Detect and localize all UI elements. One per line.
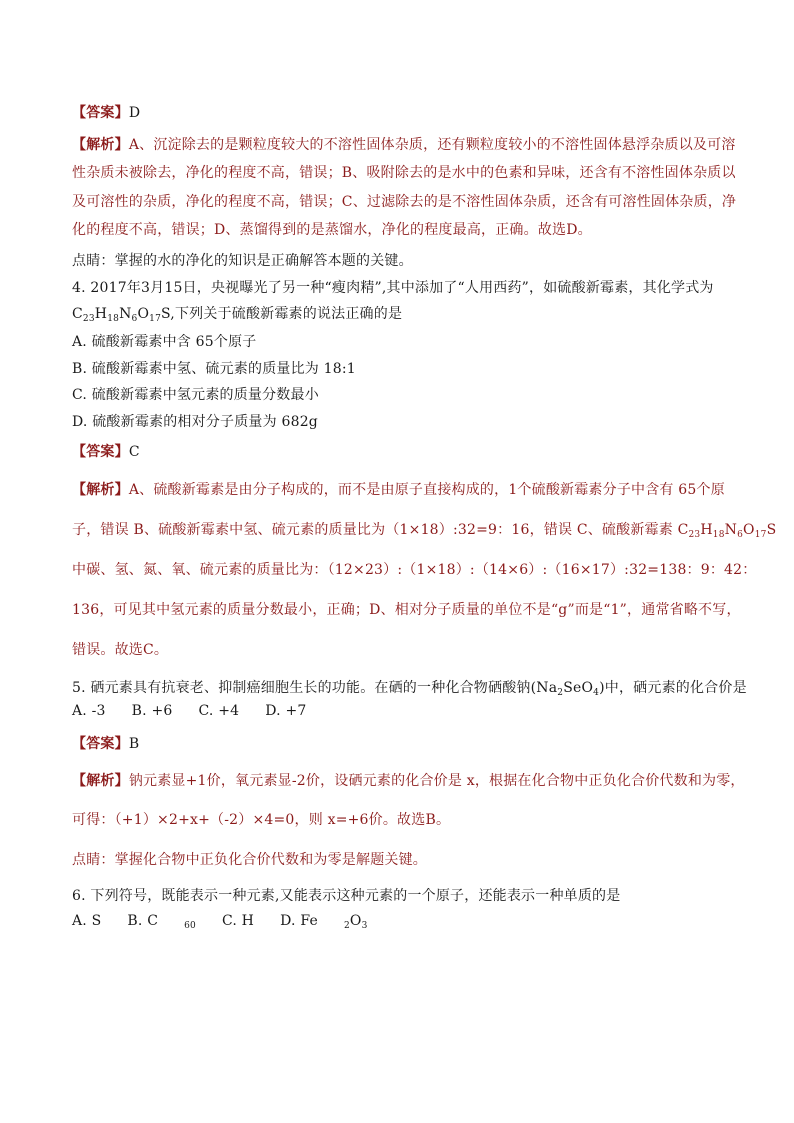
q5-option-b: B. +6	[131, 703, 173, 719]
q6-options	[72, 913, 394, 929]
q5-analysis-line-2: 可得：（+1）×2+x+（-2）×4=0，则 x=+6价。故选B。	[72, 812, 451, 828]
q3-answer	[72, 102, 140, 122]
q5-option-a: A. -3	[72, 703, 106, 719]
q6-option-a: A. S	[72, 913, 102, 929]
answer-label: 【答案】	[72, 444, 129, 460]
analysis-label: 【解析】	[72, 773, 129, 789]
analysis-label: 【解析】	[72, 137, 129, 153]
q3-analysis-line-4: 化的程度不高，错误；D、蒸馏得到的是蒸馏水，净化的程度最高，正确。故选D。	[72, 222, 592, 238]
q4-analysis-line-4: 136，可见其中氢元素的质量分数最小，正确；D、相对分子质量的单位不是“g”而是“1”，通常省略不写，	[72, 602, 741, 618]
answer-value: B	[128, 736, 140, 752]
q4-analysis-line-1: 【解析】A、硫酸新霉素是由分子构成的，而不是由原子直接构成的，1个硫酸新霉素分子中含有 65个原	[72, 482, 725, 498]
q4-option-d: D. 硫酸新霉素的相对分子质量为 682g	[72, 414, 318, 430]
q6-option-b: B. C $_{60}$	[127, 913, 196, 931]
q4-analysis-line-2: 子，错误 B、硫酸新霉素中氢、硫元素的质量比为（1×18）:32=9：16，错误 C、硫酸新霉素 $C_{23}H_{18}N_6O_{17}S$	[72, 522, 777, 540]
q3-analysis-line-2: 性杂质未被除去，净化的程度不高，错误；B、吸附除去的是水中的色素和异味，还含有不溶性固体杂质以	[72, 165, 736, 181]
q4-analysis-line-3: 中碳、氢、氮、氧、硫元素的质量比为：（12×23）:（1×18）:（14×6）:（16×17）:32=138：9：42：	[72, 562, 757, 578]
q5-option-d: D. +7	[265, 703, 307, 719]
q4-stem-line-2: $C_{23}H_{18}N_6O_{17}S$,下列关于硫酸新霉素的说法正确的是	[72, 306, 403, 324]
analysis-label: 【解析】	[72, 482, 129, 498]
q6-option-d: D. Fe $_2O_3$	[280, 913, 368, 931]
answer-value: C	[128, 444, 140, 460]
q6-option-c: C. H	[221, 913, 255, 929]
q5-stem: 5. 硒元素具有抗衰老、抑制癌细胞生长的功能。在硒的一种化合物硒酸钠$(Na_2SeO_4)$中，硒元素的化合价是	[72, 680, 747, 698]
q4-option-b: B. 硫酸新霉素中氢、硫元素的质量比为 18:1	[72, 361, 356, 377]
q6-stem: 6. 下列符号，既能表示一种元素,又能表示这种元素的一个原子，还能表示一种单质的是	[72, 888, 621, 904]
q5-answer	[72, 733, 139, 753]
answer-value: D	[128, 105, 141, 121]
answer-label: 【答案】	[72, 736, 129, 752]
q4-answer	[72, 441, 140, 461]
q3-tip: 点睛：掌握的水的净化的知识是正确解答本题的关键。	[72, 253, 413, 269]
q4-option-a: A. 硫酸新霉素中含 65个原子	[72, 334, 257, 350]
answer-label: 【答案】	[72, 105, 129, 121]
q5-option-c: C. +4	[198, 703, 240, 719]
q3-analysis-line-3: 及可溶性的杂质，净化的程度不高，错误；C、过滤除去的是不溶性固体杂质，还含有可溶性固体杂质，净	[72, 194, 737, 210]
q5-options	[72, 703, 333, 719]
q3-analysis-line-1: 【解析】A、沉淀除去的是颗粒度较大的不溶性固体杂质，还有颗粒度较小的不溶性固体悬浮杂质以及可溶	[72, 137, 736, 153]
q5-analysis-line-1: 【解析】钠元素显+1价，氧元素显-2价，设硒元素的化合价是 x，根据在化合物中正负化合价代数和为零，	[72, 773, 745, 789]
q4-stem-line-1: 4. 2017年3月15日，央视曝光了另一种“瘦肉精”,其中添加了“人用西药”，如硫酸新霉素，其化学式为	[72, 280, 714, 296]
q4-analysis-line-5: 错误。故选C。	[72, 642, 169, 658]
q4-option-c: C. 硫酸新霉素中氢元素的质量分数最小	[72, 387, 319, 403]
q5-tip: 点睛：掌握化合物中正负化合价代数和为零是解题关键。	[72, 852, 427, 868]
